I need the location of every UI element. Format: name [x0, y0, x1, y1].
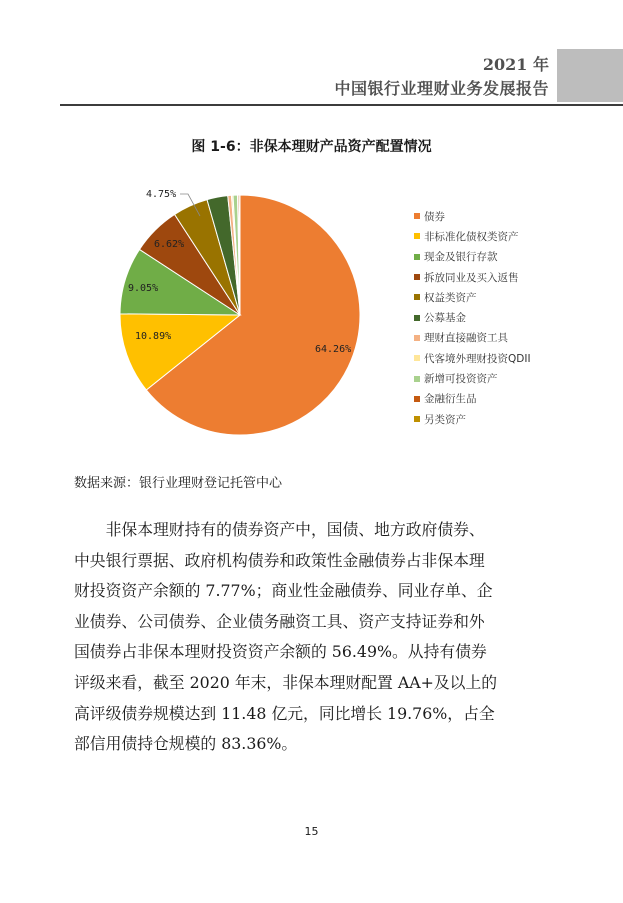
legend-label: 现金及银行存款	[424, 251, 498, 264]
legend-item	[414, 368, 531, 388]
legend-item	[414, 328, 531, 348]
paragraph-line: 非保本理财持有的债券资产中，国债、地方政府债券、	[74, 520, 485, 539]
legend-label: 公募基金	[424, 312, 466, 325]
legend-item	[414, 226, 531, 246]
page-number: 15	[304, 825, 319, 838]
legend-item	[414, 348, 531, 368]
legend-swatch	[414, 213, 420, 219]
legend-item	[414, 287, 531, 307]
legend-swatch	[414, 396, 420, 402]
legend-item	[414, 247, 531, 267]
legend-label: 权益类资产	[424, 291, 477, 304]
legend-item	[414, 307, 531, 327]
pie-data-label: 10.89%	[135, 331, 172, 342]
data-source: 数据来源：银行业理财登记托管中心	[74, 476, 283, 491]
legend-item	[414, 409, 531, 429]
page-header	[0, 49, 623, 104]
header-rule	[60, 104, 623, 106]
legend-item	[414, 206, 531, 226]
pie-data-label: 64.26%	[315, 344, 352, 355]
legend-label: 金融衍生品	[424, 393, 477, 406]
legend-label: 理财直接融资工具	[424, 332, 508, 345]
pie-data-label: 9.05%	[128, 283, 159, 294]
paragraph-line: 高评级债券规模达到 11.48 亿元，同比增长 19.76%，占全	[74, 703, 495, 723]
legend-swatch	[414, 376, 420, 382]
legend-label: 代客境外理财投资QDII	[424, 352, 531, 365]
legend-swatch	[414, 294, 420, 300]
legend-swatch	[414, 274, 420, 280]
legend-label: 债券	[424, 210, 445, 223]
paragraph-line: 评级来看，截至 2020 年末，非保本理财配置 AA+及以上的	[74, 672, 498, 692]
legend-item	[414, 267, 531, 287]
header-title: 中国银行业理财业务发展报告	[334, 79, 549, 98]
header-gray-tab	[557, 49, 623, 102]
paragraph-line: 中央银行票据、政府机构债券和政策性金融债券占非保本理	[74, 550, 485, 570]
legend-label: 拆放同业及买入返售	[424, 271, 519, 284]
paragraph-line: 国债券占非保本理财投资资产余额的 56.49%。从持有债券	[74, 642, 487, 662]
header-year: 2021 年	[482, 55, 549, 74]
paragraph-line: 财投资资产余额的 7.77%；商业性金融债券、同业存单、企	[74, 581, 493, 601]
legend-item	[414, 389, 531, 409]
legend-swatch	[414, 416, 420, 422]
pie-data-label: 6.62%	[154, 239, 185, 250]
legend-swatch	[414, 233, 420, 239]
legend-swatch	[414, 335, 420, 341]
legend-swatch	[414, 315, 420, 321]
legend-swatch	[414, 254, 420, 260]
pie-chart	[100, 180, 390, 450]
chart-legend	[414, 206, 531, 429]
figure-title: 图 1-6：非保本理财产品资产配置情况	[191, 139, 432, 155]
body-paragraph	[74, 515, 552, 760]
legend-label: 非标准化债权类资产	[424, 230, 519, 243]
paragraph-line: 部信用债持仓规模的 83.36%。	[74, 734, 298, 754]
legend-label: 新增可投资资产	[424, 373, 498, 386]
legend-swatch	[414, 355, 420, 361]
paragraph-line: 业债券、公司债券、企业债务融资工具、资产支持证券和外	[74, 611, 485, 631]
legend-label: 另类资产	[424, 413, 466, 426]
pie-data-label: 4.75%	[146, 189, 177, 200]
